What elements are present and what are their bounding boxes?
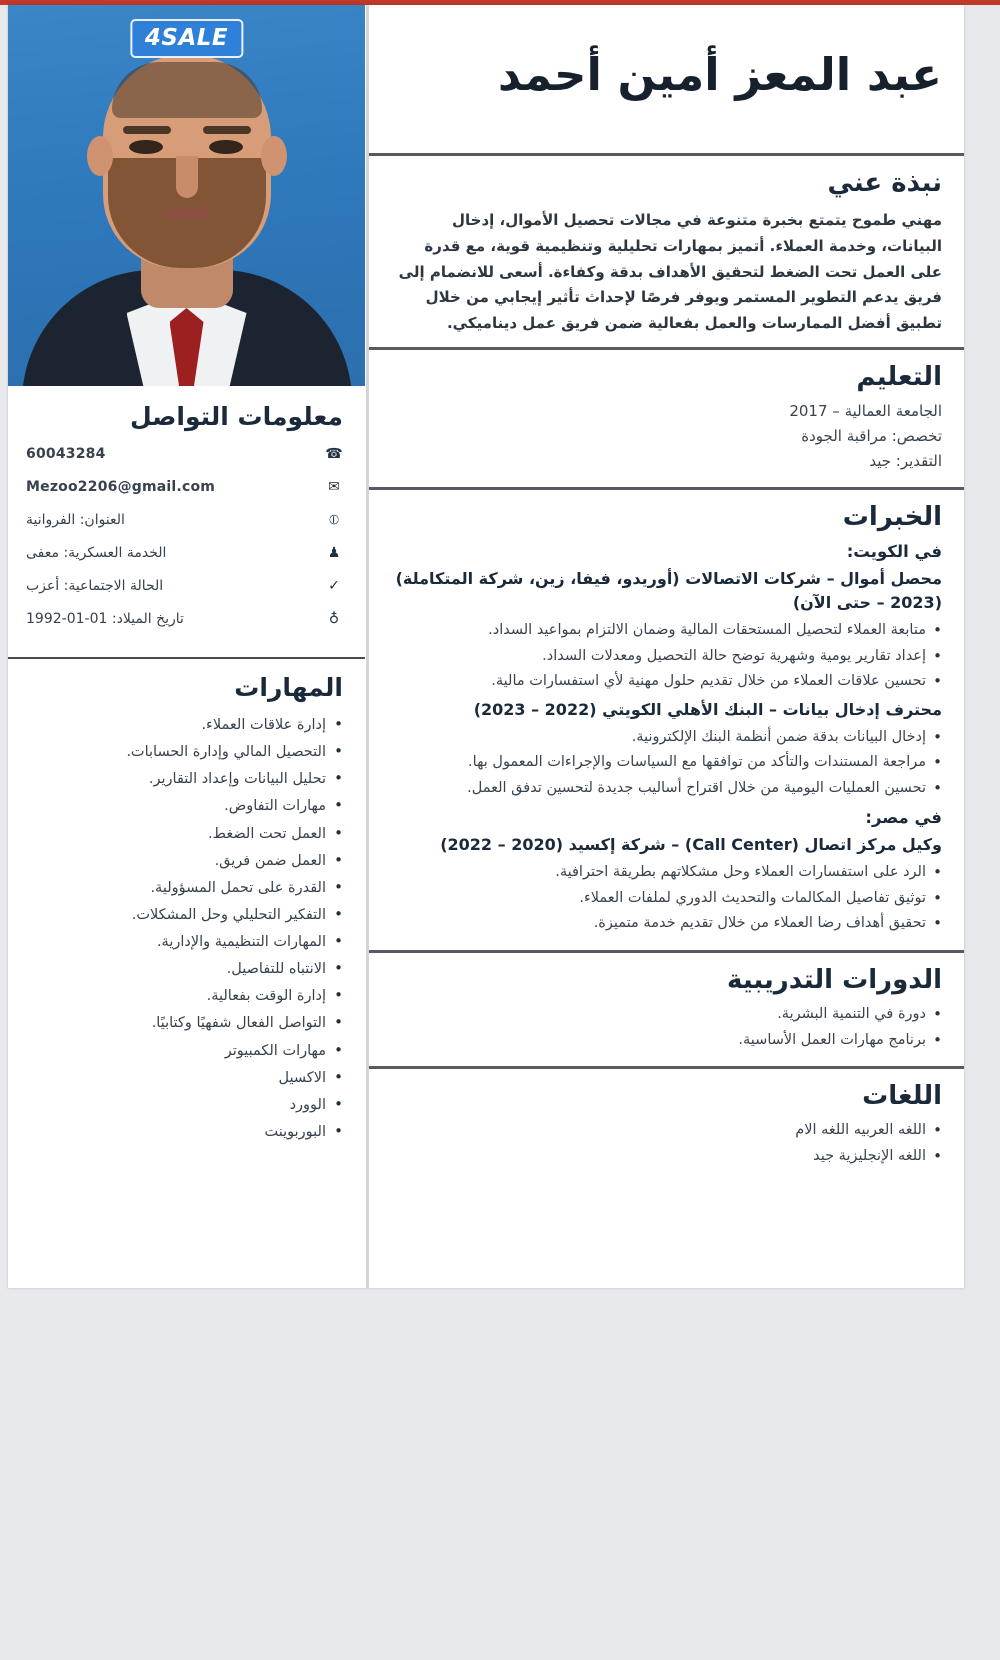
job-bullet: • متابعة العملاء لتحصيل المستحقات المالية وضمان الالتزام بمواعيد السداد. xyxy=(391,621,942,641)
contact-row[interactable] xyxy=(26,577,343,595)
skill-item: • مهارات الكمبيوتر xyxy=(26,1042,343,1060)
languages-list xyxy=(391,1121,942,1166)
watermark-logo: 4SALE xyxy=(130,19,243,58)
email-icon: ✉ xyxy=(328,479,340,495)
name-header xyxy=(369,5,964,153)
photo-ear-right xyxy=(261,136,287,176)
languages-title: اللغات xyxy=(862,1081,942,1112)
skill-item: • الانتباه للتفاصيل. xyxy=(26,960,343,978)
courses-section xyxy=(369,950,964,1066)
contact-title: معلومات التواصل xyxy=(129,402,343,431)
contact-value: الحالة الاجتماعية: أعزب xyxy=(26,578,164,594)
job-title: وكيل مركز اتصال (Call Center) – شركة إكسيد (2020 – 2022) xyxy=(440,835,942,855)
about-text: مهني طموح يتمتع بخبرة متنوعة في مجالات تحصيل الأموال، إدخال البيانات، وخدمة العملاء. أتميز بمهارات تحليلية وتنظيمية قوية، مع قدرة على العمل تحت الضغط لتحقيق الأهداف بدقة وكفاءة. أسعى للانضمام إلى فريق يدعم التطوير المستمر ويوفر فرصًا لإحداث تأثير إيجابي من خلال تطبيق أفضل الممارسات والعمل بفعالية ضمن فريق عمل ديناميكي. xyxy=(398,211,942,333)
skill-item: • البوربوينت xyxy=(26,1123,343,1141)
job-bullet: • إدخال البيانات بدقة ضمن أنظمة البنك الإلكترونية. xyxy=(391,728,942,748)
skill-item: • العمل تحت الضغط. xyxy=(26,825,343,843)
job-title: محصل أموال – شركات الاتصالات (أوريدو، فيفا، زين، شركة المتكاملة) (2023 – حتى الآن) xyxy=(395,568,942,612)
skill-item: • المهارات التنظيمية والإدارية. xyxy=(26,933,343,951)
job-bullet: • إعداد تقارير يومية وشهرية توضح حالة التحصيل ومعدلات السداد. xyxy=(391,647,942,667)
globe-icon: ♁ xyxy=(328,611,340,627)
skill-item: • التفكير التحليلي وحل المشكلات. xyxy=(26,906,343,924)
photo-ear-left xyxy=(87,136,113,176)
contact-row[interactable] xyxy=(26,544,343,562)
skills-list xyxy=(26,716,343,1141)
skill-item: • تحليل البيانات وإعداد التقارير. xyxy=(26,770,343,788)
experience-section xyxy=(369,487,964,950)
skill-item: • العمل ضمن فريق. xyxy=(26,852,343,870)
photo-brow-left xyxy=(123,126,171,134)
contact-value: الخدمة العسكرية: معفى xyxy=(26,545,167,561)
sidebar-column xyxy=(8,5,366,1288)
education-line: تخصص: مراقبة الجودة xyxy=(801,426,942,445)
main-column xyxy=(366,5,964,1288)
job-bullet: • تحسين العمليات اليومية من خلال اقتراح أساليب جديدة لتحسين تدفق العمل. xyxy=(391,779,942,799)
contact-value: Mezoo2206@gmail.com xyxy=(26,479,216,495)
skill-item: • إدارة الوقت بفعالية. xyxy=(26,987,343,1005)
language-item: • اللغه العربيه اللغه الام xyxy=(391,1121,942,1141)
job-bullet: • تحسين علاقات العملاء من خلال تقديم حلول مهنية لأي استفسارات مالية. xyxy=(391,672,942,692)
contact-row[interactable] xyxy=(26,445,343,463)
person-icon: ♟ xyxy=(327,545,341,561)
job-bullet-list xyxy=(391,728,942,799)
skills-title: المهارات xyxy=(234,673,343,702)
contact-section xyxy=(8,386,365,659)
experience-body xyxy=(391,542,942,934)
experience-title: الخبرات xyxy=(842,501,942,532)
skill-item: • إدارة علاقات العملاء. xyxy=(26,716,343,734)
about-section xyxy=(369,153,964,347)
languages-section xyxy=(369,1066,964,1182)
contact-value: تاريخ الميلاد: 01-01-1992 xyxy=(26,611,184,627)
location-icon: ⦶ xyxy=(328,512,340,528)
about-title: نبذة عني xyxy=(827,168,942,198)
education-title: التعليم xyxy=(856,361,942,392)
experience-group-label: في مصر: xyxy=(865,808,942,828)
education-line: التقدير: جيد xyxy=(869,451,942,470)
courses-list xyxy=(391,1005,942,1050)
job-bullet-list xyxy=(391,863,942,934)
contact-row[interactable] xyxy=(26,610,343,628)
skill-item: • مهارات التفاوض. xyxy=(26,797,343,815)
skill-item: • القدرة على تحمل المسؤولية. xyxy=(26,879,343,897)
contact-value: العنوان: الفروانية xyxy=(26,512,125,528)
job-title: محترف إدخال بيانات – البنك الأهلي الكويتي (2022 – 2023) xyxy=(473,699,942,719)
course-item: • برنامج مهارات العمل الأساسية. xyxy=(391,1031,942,1051)
education-section xyxy=(369,347,964,487)
check-circle-icon: ✓ xyxy=(328,578,340,594)
photo-nose-shape xyxy=(176,156,198,198)
full-name: عبد المعز أمين أحمد xyxy=(497,48,942,102)
job-bullet: • توثيق تفاصيل المكالمات والتحديث الدوري لملفات العملاء. xyxy=(391,889,942,909)
photo-hair-shape xyxy=(112,62,262,118)
language-item: • اللغه الإنجليزية جيد xyxy=(391,1147,942,1167)
phone-icon: ☎ xyxy=(325,446,343,462)
job-bullet: • تحقيق أهداف رضا العملاء من خلال تقديم خدمة متميزة. xyxy=(391,914,942,934)
skill-item: • التحصيل المالي وإدارة الحسابات. xyxy=(26,743,343,761)
education-line: الجامعة العمالية – 2017 xyxy=(789,401,942,420)
course-item: • دورة في التنمية البشرية. xyxy=(391,1005,942,1025)
cv-sheet xyxy=(8,5,964,1288)
photo-mouth-shape xyxy=(165,209,209,218)
skill-item: • الاكسيل xyxy=(26,1069,343,1087)
contact-value: 60043284 xyxy=(26,446,106,462)
skills-section xyxy=(8,659,365,1288)
skill-item: • الوورد xyxy=(26,1096,343,1114)
photo-brow-right xyxy=(203,126,251,134)
job-bullet: • الرد على استفسارات العملاء وحل مشكلاتهم بطريقة احترافية. xyxy=(391,863,942,883)
skill-item: • التواصل الفعال شفهيًا وكتابيًا. xyxy=(26,1014,343,1032)
education-lines xyxy=(391,402,942,470)
profile-photo xyxy=(8,5,365,386)
contact-row[interactable] xyxy=(26,511,343,529)
photo-eye-right xyxy=(209,140,243,154)
contact-row[interactable] xyxy=(26,478,343,496)
job-bullet: • مراجعة المستندات والتأكد من توافقها مع السياسات والإجراءات المعمول بها. xyxy=(391,753,942,773)
job-bullet-list xyxy=(391,621,942,692)
photo-eye-left xyxy=(129,140,163,154)
experience-group-label: في الكويت: xyxy=(846,541,942,561)
courses-title: الدورات التدريبية xyxy=(727,965,942,996)
contact-rows xyxy=(26,445,343,628)
